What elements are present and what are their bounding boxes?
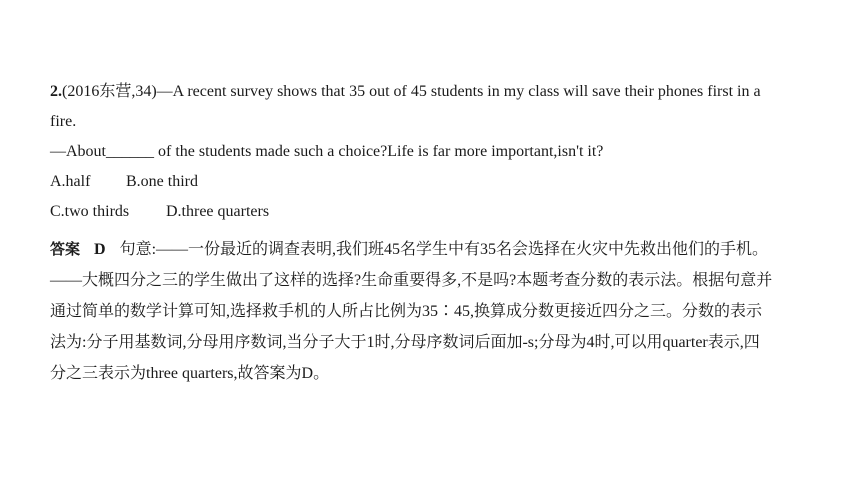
- question-source: (2016东营,34): [62, 83, 157, 100]
- answer-block: [50, 234, 820, 389]
- question-stem-text: —A recent survey shows that 35 out of 45 students in my class will save their phones first in a: [156, 83, 761, 100]
- question-block: [50, 77, 820, 227]
- question-stem-line-1: [50, 77, 820, 107]
- question-stem-line-2: fire.: [50, 113, 77, 130]
- answer-line-3: 通过简单的数学计算可知,选择救手机的人所占比例为35∶45,换算成分数更接近四分之三。分数的表示: [50, 303, 763, 320]
- answer-line-1: [50, 234, 820, 265]
- option-b: B.one third: [126, 173, 198, 190]
- question-number: 2.: [50, 83, 62, 100]
- option-d: D.three quarters: [166, 203, 270, 220]
- answer-line-5: 分之三表示为three quarters,故答案为D。: [50, 365, 330, 382]
- option-c: C.two thirds: [50, 203, 130, 220]
- answer-line-4: 法为:分子用基数词,分母用序数词,当分子大于1时,分母序数词后面加-s;分母为4时,可以用quarter表示,四: [50, 334, 760, 351]
- question-stem-line-3: —About______ of the students made such a choice?Life is far more important,isn't it?: [50, 143, 604, 160]
- answer-line-2: ——大概四分之三的学生做出了这样的选择?生命重要得多,不是吗?本题考查分数的表示法。根据句意并: [50, 272, 773, 289]
- options-row-2: [50, 197, 820, 227]
- option-a: A.half: [50, 173, 91, 190]
- answer-explanation-line: 句意:——一份最近的调查表明,我们班45名学生中有35名会选择在火灾中先救出他们的手机。: [119, 241, 769, 258]
- answer-label: 答案: [50, 240, 81, 258]
- options-row-1: [50, 167, 820, 197]
- answer-letter: D: [94, 241, 106, 258]
